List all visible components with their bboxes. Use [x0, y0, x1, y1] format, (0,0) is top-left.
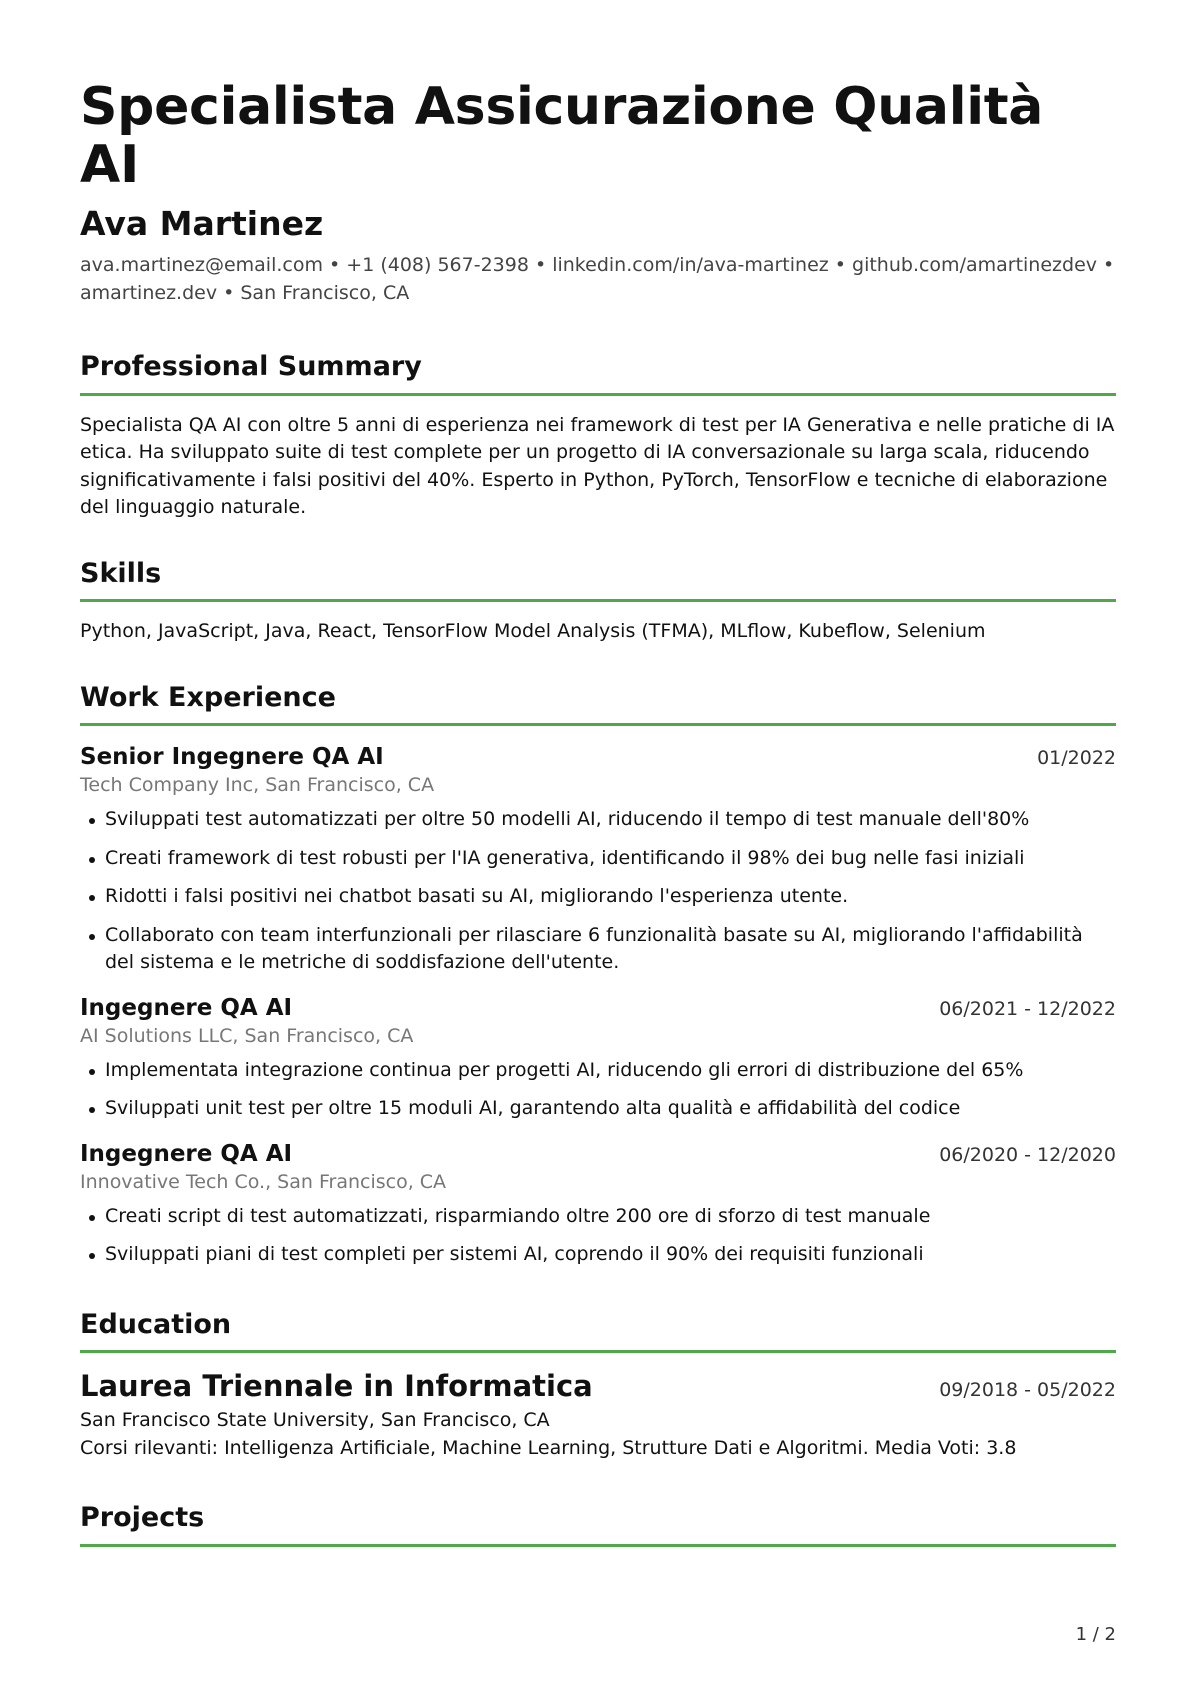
job-title: Senior Ingegnere QA AI — [80, 744, 384, 771]
projects-section — [80, 1502, 1116, 1546]
skills-text: Python, JavaScript, Java, React, TensorFlow Model Analysis (TFMA), MLflow, Kubeflow, Selenium — [80, 620, 986, 643]
job-bullets — [80, 806, 1116, 977]
job-title: Ingegnere QA AI — [80, 994, 293, 1021]
bullet-item: Implementata integrazione continua per progetti AI, riducendo gli errori di distribuzione del 65% — [80, 1057, 1116, 1085]
job-company: Tech Company Inc, San Francisco, CA — [80, 774, 435, 797]
job-entry — [80, 995, 1116, 1123]
job-date: 06/2021 - 12/2022 — [939, 997, 1116, 1020]
job-entry — [80, 744, 1116, 977]
education-date: 09/2018 - 05/2022 — [939, 1379, 1116, 1402]
job-bullets — [80, 1203, 1116, 1269]
job-date: 01/2022 — [1037, 747, 1116, 770]
education-header — [80, 1369, 1116, 1403]
job-bullets — [80, 1057, 1116, 1123]
section-heading: Education — [80, 1308, 232, 1340]
section-divider — [80, 393, 1116, 396]
bullet-item: Sviluppati unit test per oltre 15 moduli AI, garantendo alta qualità e affidabilità del codice — [80, 1095, 1116, 1123]
summary-section — [80, 351, 1116, 522]
education-section — [80, 1309, 1116, 1462]
bullet-item: Sviluppati piani di test completi per sistemi AI, coprendo il 90% dei requisiti funzionali — [80, 1241, 1116, 1269]
summary-text: Specialista QA AI con oltre 5 anni di esperienza nei framework di test per IA Generativa e nelle pratiche di IA etica. Ha sviluppato suite di test complete per un progetto di IA conversazionale su larga scala, riducendo significativamente i falsi positivi del 40%. Esperto in Python, PyTorch, TensorFlow e tecniche di elaborazione del linguaggio naturale. — [80, 413, 1115, 519]
education-details: Corsi rilevanti: Intelligenza Artificiale, Machine Learning, Strutture Dati e Algoritmi. Media Voti: 3.8 — [80, 1436, 1017, 1459]
job-header — [80, 1141, 1116, 1167]
section-divider — [80, 1350, 1116, 1353]
section-heading: Skills — [80, 557, 162, 589]
bullet-item: Collaborato con team interfunzionali per rilasciare 6 funzionalità basate su AI, migliorando l'affidabilità del sistema e le metriche di soddisfazione dell'utente. — [80, 922, 1116, 977]
job-company: Innovative Tech Co., San Francisco, CA — [80, 1170, 447, 1193]
resume-title: Specialista Assicurazione Qualità AI — [80, 77, 1044, 196]
job-header — [80, 744, 1116, 770]
resume-page — [80, 78, 1116, 1563]
page-number: 1 / 2 — [1075, 1624, 1116, 1645]
bullet-item: Sviluppati test automatizzati per oltre 50 modelli AI, riducendo il tempo di test manuale dell'80% — [80, 806, 1116, 834]
section-heading: Work Experience — [80, 681, 336, 713]
candidate-name: Ava Martinez — [80, 204, 324, 244]
contact-info — [80, 252, 1116, 307]
education-degree: Laurea Triennale in Informatica — [80, 1369, 593, 1404]
job-company: AI Solutions LLC, San Francisco, CA — [80, 1024, 414, 1047]
education-school: San Francisco State University, San Francisco, CA — [80, 1409, 550, 1432]
section-divider — [80, 599, 1116, 602]
contact-line: ava.martinez@email.com • +1 (408) 567-2398 • linkedin.com/in/ava-martinez • github.com/amartinezdev • — [80, 254, 1115, 277]
skills-section — [80, 558, 1116, 646]
section-divider — [80, 1544, 1116, 1547]
section-divider — [80, 723, 1116, 726]
bullet-item: Creati script di test automatizzati, risparmiando oltre 200 ore di sforzo di test manuale — [80, 1203, 1116, 1231]
contact-line: amartinez.dev • San Francisco, CA — [80, 281, 410, 304]
section-heading: Projects — [80, 1502, 205, 1534]
job-header — [80, 995, 1116, 1021]
bullet-item: Ridotti i falsi positivi nei chatbot basati su AI, migliorando l'esperienza utente. — [80, 883, 1116, 911]
experience-section — [80, 682, 1116, 1269]
job-entry — [80, 1141, 1116, 1269]
bullet-item: Creati framework di test robusti per l'IA generativa, identificando il 98% dei bug nelle fasi iniziali — [80, 845, 1116, 873]
job-title: Ingegnere QA AI — [80, 1140, 293, 1167]
section-heading: Professional Summary — [80, 351, 422, 383]
job-date: 06/2020 - 12/2020 — [939, 1143, 1116, 1166]
